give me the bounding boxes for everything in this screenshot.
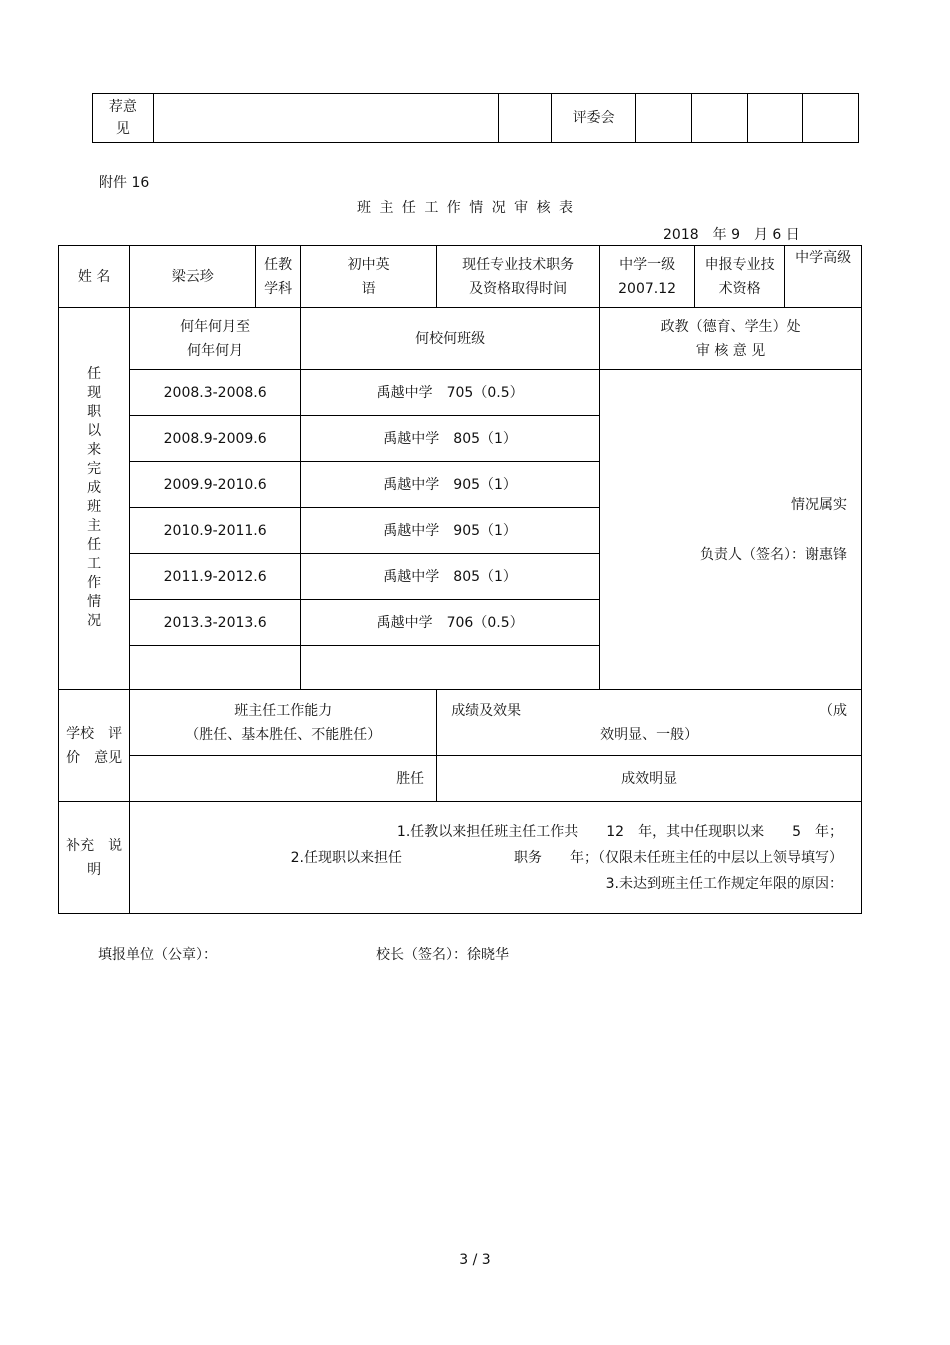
main-form-table bbox=[58, 245, 862, 914]
record-period: 2009.9-2010.6 bbox=[130, 462, 301, 508]
blank-cell bbox=[747, 94, 803, 143]
attachment-label: 附件 16 bbox=[99, 175, 150, 191]
record-school bbox=[301, 646, 600, 690]
record-school: 禹越中学 805（1） bbox=[301, 554, 600, 600]
supplement-line3: 3.未达到班主任工作规定年限的原因： bbox=[605, 875, 843, 892]
evaluation-label: 学校 评 价 意见 bbox=[59, 690, 130, 802]
record-school: 禹越中学 905（1） bbox=[301, 508, 600, 554]
effect-header: 成绩及效果 （成 效明显、一般） bbox=[437, 690, 862, 756]
name-value: 梁云珍 bbox=[130, 246, 256, 308]
form-date: 2018 年 9 月 6 日 bbox=[663, 227, 800, 243]
record-school: 禹越中学 705（0.5） bbox=[301, 370, 600, 416]
col-period-header: 何年何月至 何年何月 bbox=[130, 308, 301, 370]
recommendation-label bbox=[93, 94, 154, 143]
record-side-label bbox=[59, 308, 130, 690]
record-period: 2011.9-2012.6 bbox=[130, 554, 301, 600]
page-title: 班 主 任 工 作 情 况 审 核 表 bbox=[357, 200, 576, 216]
review-signer: 负责人（签名）：谢惠锋 bbox=[700, 546, 847, 563]
recommendation-label-line2: 见 bbox=[115, 121, 130, 137]
apply-title-label: 申报专业技 术资格 bbox=[695, 246, 785, 308]
apply-title-value: 中学高级 bbox=[785, 246, 862, 308]
footer-unit: 填报单位（公章）： bbox=[98, 947, 217, 963]
previous-form-fragment bbox=[92, 93, 859, 143]
blank-cell bbox=[803, 94, 859, 143]
effect-value: 成效明显 bbox=[437, 756, 862, 802]
supplement-content bbox=[130, 802, 862, 914]
blank-cell bbox=[499, 94, 552, 143]
supplement-label: 补充 说 明 bbox=[59, 802, 130, 914]
record-side-text: 任现职以来完成班主任工作情 况 bbox=[87, 365, 116, 629]
record-period bbox=[130, 646, 301, 690]
subject-label: 任教 学科 bbox=[256, 246, 301, 308]
record-period: 2008.9-2009.6 bbox=[130, 416, 301, 462]
col-school-header: 何校何班级 bbox=[301, 308, 600, 370]
blank-cell bbox=[636, 94, 692, 143]
ability-header: 班主任工作能力 （胜任、基本胜任、不能胜任） bbox=[130, 690, 437, 756]
record-period: 2008.3-2008.6 bbox=[130, 370, 301, 416]
record-school: 禹越中学 805（1） bbox=[301, 416, 600, 462]
subject-value: 初中英 语 bbox=[301, 246, 437, 308]
supplement-line1: 1.任教以来担任班主任工作共 12 年，其中任现职以来 5 年； bbox=[396, 823, 843, 840]
record-school: 禹越中学 706（0.5） bbox=[301, 600, 600, 646]
review-text: 情况属实 bbox=[791, 496, 847, 513]
name-label: 姓 名 bbox=[59, 246, 130, 308]
current-title-label: 现任专业技术职务 及资格取得时间 bbox=[437, 246, 600, 308]
committee-label: 评委会 bbox=[551, 94, 636, 143]
blank-cell bbox=[692, 94, 748, 143]
page-number: 3 / 3 bbox=[459, 1252, 491, 1268]
record-school: 禹越中学 905（1） bbox=[301, 462, 600, 508]
review-opinion-cell bbox=[600, 370, 862, 690]
recommendation-cell bbox=[153, 94, 499, 143]
supplement-line2: 2.任现职以来担任 职务 年；（仅限未任班主任的中层以上领导填写） bbox=[290, 849, 843, 866]
footer-principal: 校长（签名）：徐晓华 bbox=[376, 947, 509, 963]
col-review-header: 政教（德育、学生）处 审 核 意 见 bbox=[600, 308, 862, 370]
recommendation-label-line1: 荐意 bbox=[108, 99, 137, 115]
record-period: 2013.3-2013.6 bbox=[130, 600, 301, 646]
ability-value: 胜任 bbox=[130, 756, 437, 802]
record-period: 2010.9-2011.6 bbox=[130, 508, 301, 554]
current-title-value: 中学一级 2007.12 bbox=[600, 246, 695, 308]
